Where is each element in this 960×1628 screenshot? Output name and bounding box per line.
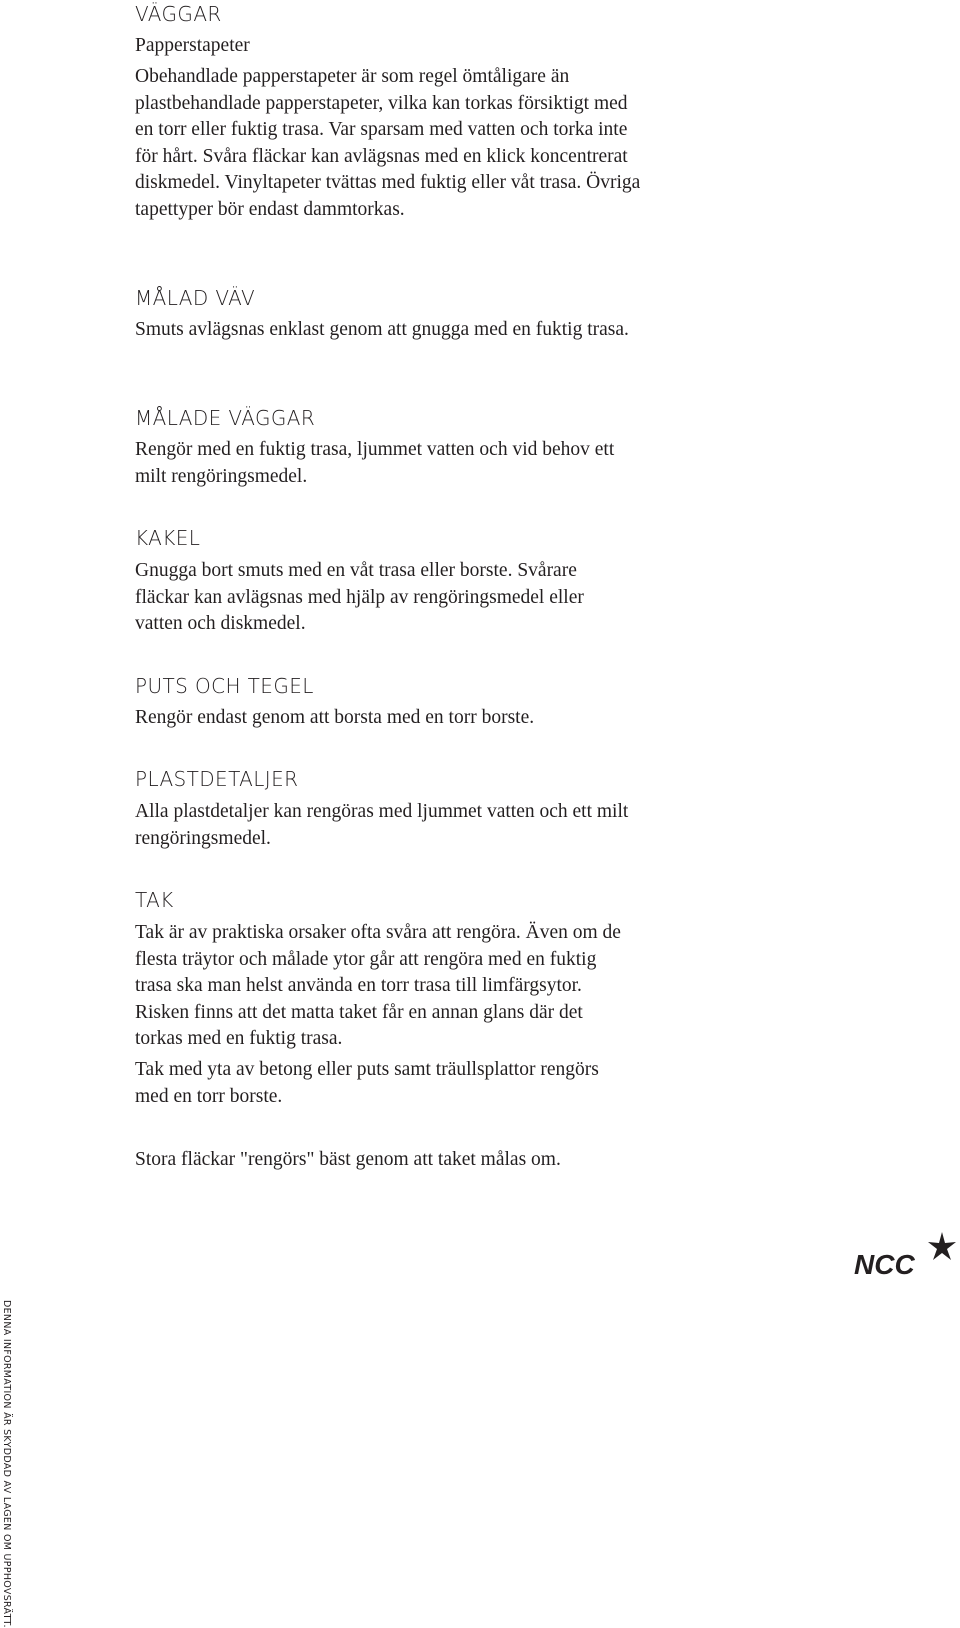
subheading-papperstapeter: Papperstapeter [135, 35, 250, 56]
ncc-star-logo-icon [852, 1230, 960, 1280]
paragraph-malade-vaggar: Rengör med en fuktig trasa, ljummet vatten och vid behov ett milt rengöringsmedel. [135, 439, 615, 487]
section-heading-puts-och-tegel: PUTS OCH TEGEL [135, 674, 314, 698]
section-heading-vaggar: VÄGGAR [135, 2, 222, 26]
copyright-line-1: DENNA INFORMATION ÄR SKYDDAD AV LAGEN OM UPPHOVSRÄTT. [1, 1300, 12, 1628]
star-icon [928, 1232, 956, 1260]
paragraph-tak-1: Tak är av praktiska orsaker ofta svåra att rengöra. Även om de flesta träytor och målade ytor går att rengöra med en fuktig trasa ska man helst använda en torr trasa till limfärgsytor. Risken finns att det matta taket får en annan glans där det torkas med en fuktig trasa. [135, 922, 621, 1049]
section-heading-kakel: KAKEL [135, 526, 201, 550]
section-heading-tak: TAK [135, 888, 174, 912]
paragraph-kakel: Gnugga bort smuts med en våt trasa eller borste. Svårare fläckar kan avlägsnas med hjälp av rengöringsmedel eller vatten och diskmedel. [135, 560, 584, 634]
paragraph-vaggar: Obehandlade papperstapeter är som regel ömtåligare än plastbehandlade papperstapeter, vilka kan torkas försiktigt med en torr eller fuktig trasa. Var sparsam med vatten och torka inte för hårt. Svåra fläckar kan avlägsnas med en klick koncentrerat diskmedel. Vinyltapeter tvättas med fuktig eller våt trasa. Övriga tapettyper bör endast dammtorkas. [135, 66, 641, 220]
paragraph-tak-2: Tak med yta av betong eller puts samt träullsplattor rengörs med en torr borste. [135, 1059, 599, 1107]
ncc-logo [852, 1230, 960, 1280]
paragraph-malad-vav: Smuts avlägsnas enklast genom att gnugga med en fuktig trasa. [135, 319, 629, 340]
paragraph-plastdetaljer: Alla plastdetaljer kan rengöras med ljummet vatten och ett milt rengöringsmedel. [135, 801, 629, 849]
section-heading-plastdetaljer: PLASTDETALJER [135, 767, 299, 791]
section-heading-malade-vaggar: MÅLADE VÄGGAR [135, 406, 316, 430]
section-heading-malad-vav: MÅLAD VÄV [135, 286, 256, 310]
paragraph-puts-och-tegel: Rengör endast genom att borsta med en torr borste. [135, 707, 535, 728]
paragraph-tak-3: Stora fläckar "rengörs" bäst genom att taket målas om. [135, 1149, 561, 1170]
copyright-sidebar [0, 1300, 12, 1628]
logo-text: NCC [854, 1249, 915, 1280]
